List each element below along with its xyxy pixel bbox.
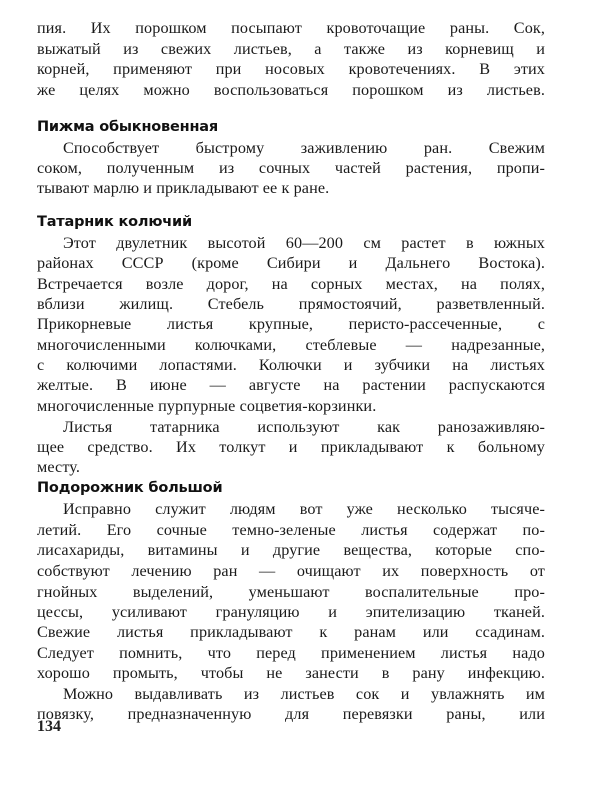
text-line: Исправно служит людям вот уже несколько тысяче- xyxy=(63,500,545,518)
section-heading-podorozhnik: Подорожник большой xyxy=(37,480,223,496)
text-line: многочисленные пурпурные соцветия-корзинки. xyxy=(37,397,377,415)
text-line: гнойных выделений, уменьшают воспалительные про- xyxy=(37,583,545,601)
text-line: многочисленными колючками, стеблевые — надрезанные, xyxy=(37,336,545,354)
text-line: Свежие листья прикладывают к ранам или ссадинам. xyxy=(37,623,545,641)
text-line: летий. Его сочные темно-зеленые листья содержат по- xyxy=(37,521,545,539)
text-line: тывают марлю и прикладывают ее к ране. xyxy=(37,179,330,197)
text-line: повязку, предназначенную для перевязки раны, или xyxy=(37,705,545,723)
text-line: Прикорневые листья крупные, перисто-рассеченные, с xyxy=(37,315,545,333)
page-number: 134 xyxy=(37,718,61,735)
text-line: Следует помнить, что перед применением листья надо xyxy=(37,644,545,662)
text-line: вблизи жилищ. Стебель прямостоячий, разветвленный. xyxy=(37,295,545,313)
text-line: месту. xyxy=(37,458,80,476)
text-line: Можно выдавливать из листьев сок и увлажнять им xyxy=(63,685,545,703)
text-line: с колючими лопастями. Колючки и зубчики на листьях xyxy=(37,356,545,374)
section-heading-pizhma: Пижма обыкновенная xyxy=(37,119,218,135)
text-line: корней, применяют при носовых кровотечениях. В этих xyxy=(37,60,545,78)
text-line: желтые. В июне — августе на растении распускаются xyxy=(37,376,545,394)
text-line: лисахариды, витамины и другие вещества, которые спо- xyxy=(37,541,545,559)
text-line: пия. Их порошком посыпают кровоточащие раны. Сок, xyxy=(37,19,545,37)
section-heading-tatarnik: Татарник колючий xyxy=(37,214,192,230)
text-line: же целях можно воспользоваться порошком из листьев. xyxy=(37,81,545,99)
text-line: собствуют лечению ран — очищают их поверхность от xyxy=(37,562,545,580)
text-line: районах СССР (кроме Сибири и Дальнего Востока). xyxy=(37,254,545,272)
text-line: Листья татарника используют как ранозаживляю- xyxy=(63,418,545,436)
text-line: Встречается возле дорог, на сорных местах, на полях, xyxy=(37,275,545,293)
text-line: Этот двулетник высотой 60—200 см растет в южных xyxy=(63,234,545,252)
text-line: Способствует быстрому заживлению ран. Свежим xyxy=(63,139,545,157)
text-line: цессы, усиливают грануляцию и эпителизацию тканей. xyxy=(37,603,545,621)
text-line: соком, полученным из сочных частей растения, пропи- xyxy=(37,159,545,177)
text-line: щее средство. Их толкут и прикладывают к больному xyxy=(37,438,545,456)
text-line: хорошо промыть, чтобы не занести в рану инфекцию. xyxy=(37,664,545,682)
text-line: выжатый из свежих листьев, а также из корневищ и xyxy=(37,40,545,58)
